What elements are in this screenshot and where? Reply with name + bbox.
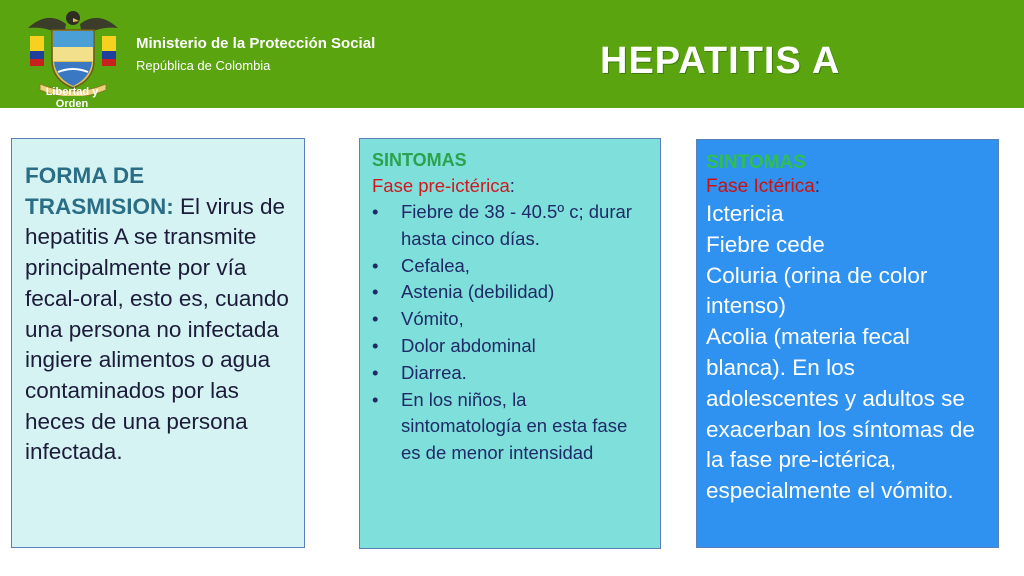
- page-title: HEPATITIS A: [600, 40, 841, 82]
- list-item: • En los niños, la sintomatología en esta fase es de menor intensidad: [372, 387, 650, 467]
- icteric-line: Fiebre cede: [706, 231, 825, 257]
- transmission-box: [11, 138, 305, 548]
- icteric-line: Ictericia: [706, 201, 784, 226]
- icteric-phase-label: Fase Ictérica: [706, 176, 815, 197]
- preicteric-phase: Fase pre-ictérica:: [372, 175, 515, 196]
- ministry-name: Ministerio de la Protección Social: [136, 35, 376, 52]
- preicteric-symptom-list: [372, 199, 650, 467]
- motto-text: Libertad y Orden: [45, 86, 99, 110]
- republic-name: República de Colombia: [136, 58, 271, 73]
- icteric-heading: SINTOMAS: [706, 152, 806, 173]
- list-item: • Dolor abdominal: [372, 333, 650, 360]
- icteric-line: Acolia (materia fecal blanca). En los adolescentes y adultos se exacerban los síntomas de la fase pre-ictérica, especialmente el vómito.: [706, 324, 975, 504]
- list-item: • Astenia (debilidad): [372, 279, 650, 306]
- transmission-text: El virus de hepatitis A se transmite principalmente por vía fecal-oral, esto es, cuando una persona no infectada ingiere alimentos o agua contaminados por las heces de una persona infectada.: [25, 193, 289, 465]
- transmission-label: FORMA DE TRASMISION:: [25, 163, 174, 219]
- icteric-symptoms-box: [696, 139, 999, 548]
- icteric-line: Coluria (orina de color intenso): [706, 262, 928, 319]
- preicteric-symptoms-box: [359, 138, 661, 549]
- list-item: • Diarrea.: [372, 360, 650, 387]
- icteric-phase: Fase Ictérica:: [706, 176, 821, 197]
- header-bar: [0, 0, 1024, 108]
- list-item: • Fiebre de 38 - 40.5º c; durar hasta cinco días.: [372, 199, 650, 253]
- preicteric-heading: SINTOMAS: [372, 150, 467, 170]
- list-item: • Cefalea,: [372, 253, 650, 280]
- list-item: • Vómito,: [372, 306, 650, 333]
- preicteric-phase-label: Fase pre-ictérica: [372, 175, 510, 196]
